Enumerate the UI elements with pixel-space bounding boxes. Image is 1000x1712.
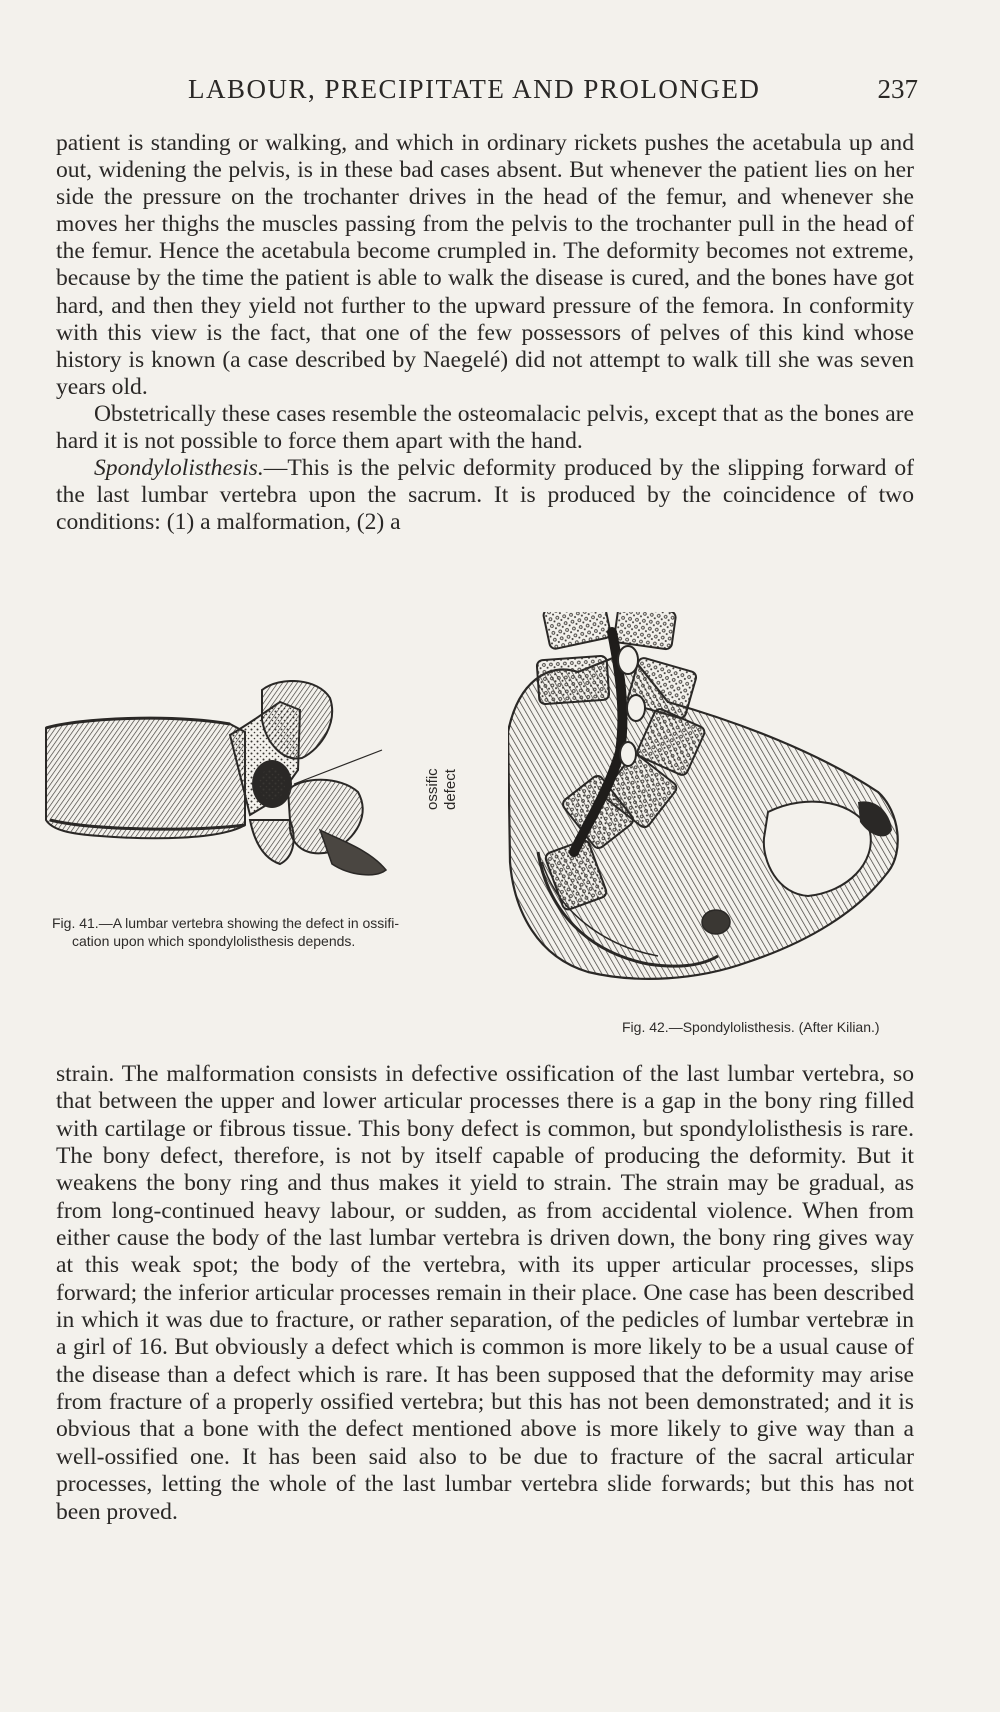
figure-42-caption: Fig. 42.—Spondylolisthesis. (After Kilian.)	[622, 1019, 880, 1035]
paragraph-spondylolisthesis	[56, 455, 914, 536]
ossific-defect-label: ossific defect	[424, 768, 459, 810]
paragraph-text: —This is the pelvic deformity produced by the slipping forward of the last lumbar vertebra upon the sacrum. It is produced by the coincidence of two conditions: (1) a malformation, (2) a	[56, 455, 914, 536]
figure-42	[508, 612, 908, 1035]
figure-41	[40, 680, 460, 960]
page-number: 237	[877, 74, 918, 104]
body-text-top	[56, 130, 914, 536]
page-header	[56, 74, 918, 110]
body-text-bottom	[56, 1061, 914, 1526]
paragraph: Obstetrically these cases resemble the osteomalacic pelvis, except that as the bones are hard it is not possible to force them apart with the hand.	[56, 400, 914, 455]
paragraph: strain. The malformation consists in defective ossification of the last lumbar vertebra, so that between the upper and lower articular processes there is a gap in the bony ring filled with cartilage or fibrous tissue. This bony defect is common, but spondylolisthesis is rare. The bony defect, therefore, is not by itself capable of producing the deformity. But it weakens the bony ring and thus makes it yield to strain. The strain may be gradual, as from long-continued heavy labour, or sudden, as from accidental violence. When from either cause the body of the last lumbar vertebra is driven down, the bony ring gives way at this weak spot; the body of the vertebra, with its upper articular processes, slips forward; the inferior articular processes remain in their place. One case has been described in which it was due to fracture, or rather separation, of the pedicles of lumbar vertebræ in a girl of 16. But obviously a defect which is common is more likely to be a usual cause of the disease than a defect which is rare. It has been supposed that the deformity may arise from fracture of a properly ossified vertebra; but this has not been demonstrated; and it is obvious that a bone with the defect mentioned above is more likely to give way than a well-ossified one. It has been said also to be due to fracture of the sacral articular processes, letting the whole of the last lumbar vertebra slide forwards; but this has not been proved.	[56, 1061, 914, 1525]
figure-41-caption: Fig. 41.—A lumbar vertebra showing the defect in ossifi- cation upon which spondylolisthesis depends.	[52, 915, 400, 949]
running-title: LABOUR, PRECIPITATE AND PROLONGED	[188, 74, 761, 104]
vertebra-illustration	[40, 680, 460, 910]
section-heading: Spondylolisthesis.	[94, 455, 264, 482]
pelvis-illustration	[508, 612, 908, 1012]
paragraph: patient is standing or walking, and which in ordinary rickets pushes the acetabula up and out, widening the pelvis, is in these bad cases absent. But whenever the patient lies on her side the pressure on the trochanter drives in the head of the femur, and whenever she moves her thighs the muscles passing from the pelvis to the trochanter pull in the head of the femur. Hence the acetabula become crumpled in. The deformity becomes not extreme, because by the time the patient is able to walk the disease is cured, and the bones have got hard, and then they yield not further to the upward pressure of the femora. In conformity with this view is the fact, that one of the few possessors of pelves of this kind whose history is known (a case described by Naegelé) did not attempt to walk till she was seven years old.	[56, 130, 914, 400]
